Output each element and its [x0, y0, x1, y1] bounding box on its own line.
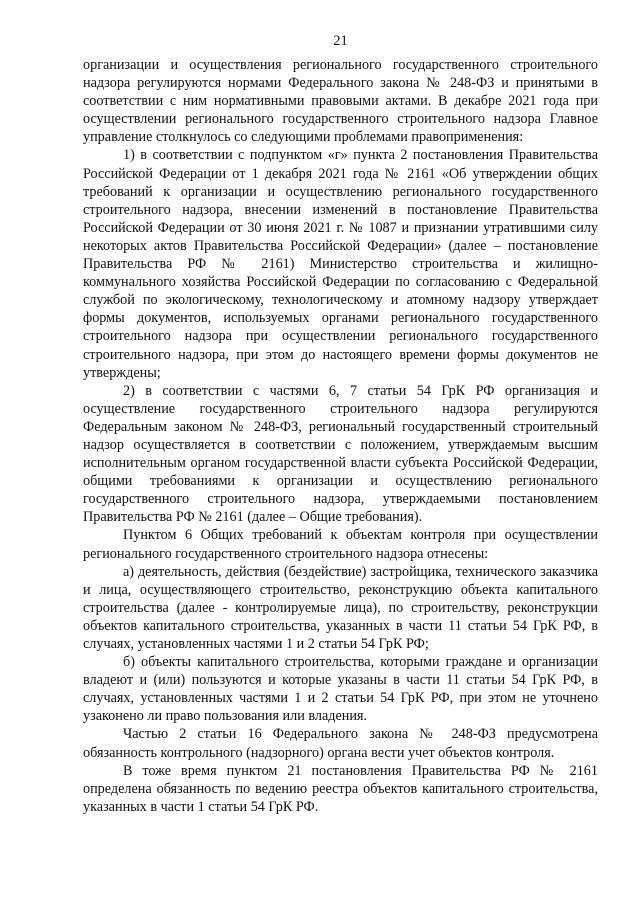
paragraph-item-2: 2) в соответствии с частями 6, 7 статьи 54 ГрК РФ организация и осуществление государственного строительного надзора регулируются Федеральным законом № 248-ФЗ, региональный государственный строительный надзор осуществляется в соответствии с положением, утверждаемым высшим исполнительным органом государственной власти субъекта Российской Федерации, общими требованиями к организации и осуществлению регионального государственного строительного надзора, утверждаемыми постановлением Правительства РФ № 2161 (далее – Общие требования). — [83, 382, 598, 526]
paragraph-subitem-b: б) объекты капитального строительства, которыми граждане и организации владеют и (или) пользуются и которые указаны в части 11 статьи 54 ГрК РФ, в случаях, установленных частями 1 и 2 статьи 54 ГрК РФ, при этом не уточнено узаконено ли право пользования или владения. — [83, 654, 598, 725]
paragraph-registry: В тоже время пунктом 21 постановления Правительства РФ № 2161 определена обязанность по ведению реестра объектов капитального строительства, указанных в части 1 статьи 54 ГрК РФ. — [83, 762, 598, 815]
page-number: 21 — [333, 33, 348, 49]
paragraph-item-1: 1) в соответствии с подпунктом «г» пункта 2 постановления Правительства Российской Федерации от 1 декабря 2021 года № 2161 «Об утверждении общих требований к организации и осуществлению регионального государственного строительного надзора, внесении изменений в постановление Правительства Российской Федерации от 30 июня 2021 г. № 1087 и признании утратившими силу некоторых актов Правительства Российской Федерации» (далее – постановление Правительства РФ № 2161) Министерство строительства и жилищно-коммунального хозяйства Российской Федерации по согласованию с Федеральной службой по экологическому, технологическому и атомному надзору утверждает формы документов, используемых органами регионального государственного строительного надзора при осуществлении регионального государственного строительного надзора, при этом до настоящего времени формы документов не утверждены; — [83, 147, 598, 381]
paragraph-general-requirements: Пунктом 6 Общих требований к объектам контроля при осуществлении регионального государственного строительного надзора отнесены: — [83, 527, 598, 562]
paragraph-article-16: Частью 2 статьи 16 Федерального закона № 248-ФЗ предусмотрена обязанность контрольного (надзорного) органа вести учет объектов контроля. — [83, 726, 598, 761]
paragraph-subitem-a: а) деятельность, действия (бездействие) застройщика, технического заказчика и лица, осуществляющего строительство, реконструкцию объекта капитального строительства (далее - контролируемые лица), по строительству, реконструкции объектов капитального строительства, указанных в части 11 статьи 54 ГрК РФ, в случаях, установленных частями 1 и 2 статьи 54 ГрК РФ; — [83, 563, 598, 652]
paragraph-intro: организации и осуществления регионального государственного строительного надзора регулируются нормами Федерального закона № 248-ФЗ и принятыми в соответствии с ним нормативными правовыми актами. В декабре 2021 года при осуществлении регионального государственного строительного надзора Главное управление столкнулось со следующими проблемами правоприменения: — [83, 57, 598, 146]
